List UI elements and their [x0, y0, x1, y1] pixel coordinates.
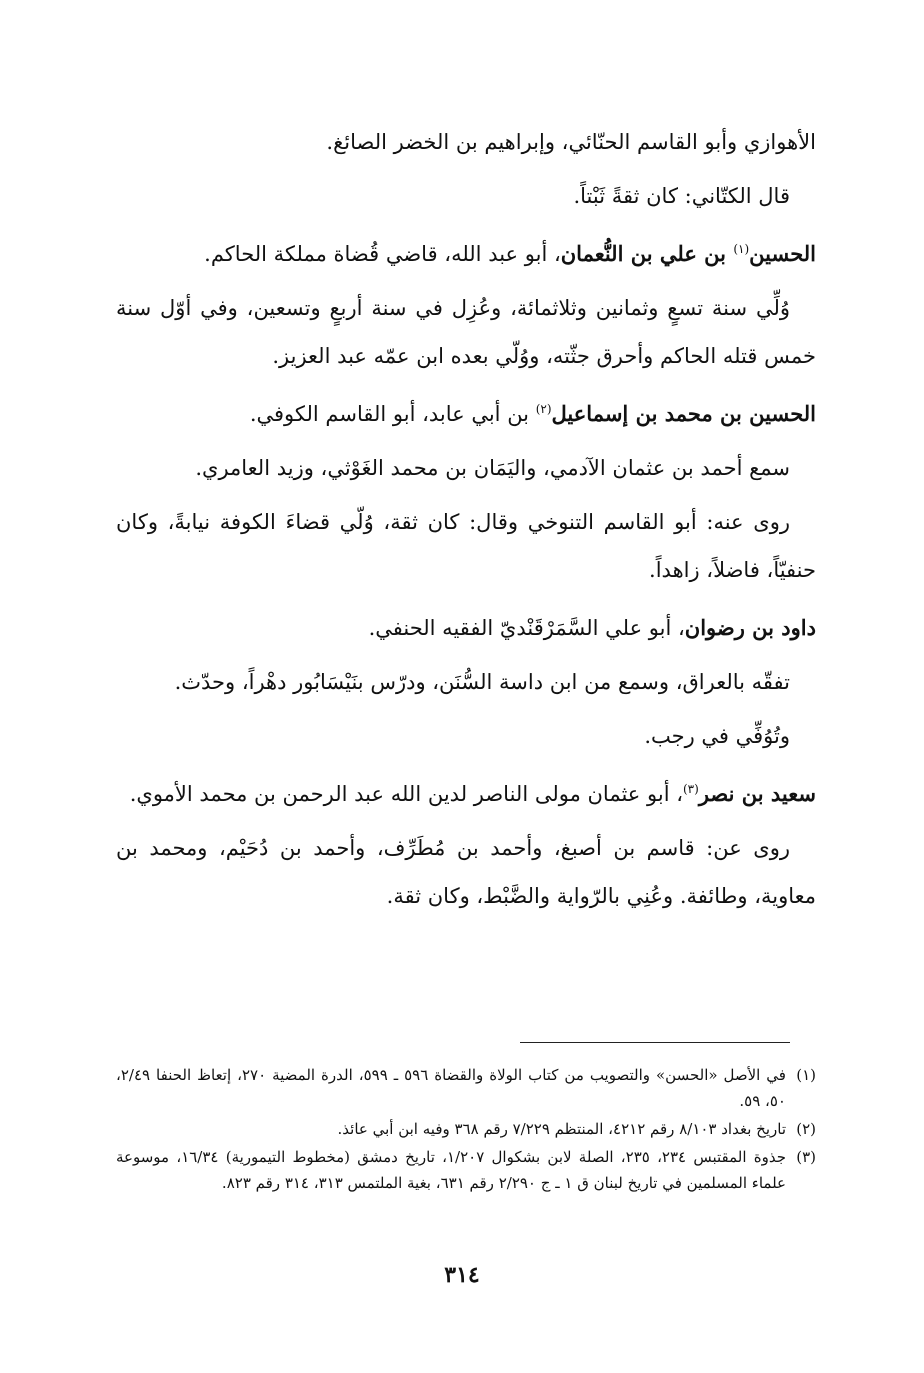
- entry-name: سعيد بن نصر: [698, 781, 816, 806]
- footnote-number: (٢): [796, 1120, 816, 1138]
- entry-text: ، أبو علي السَّمَرْقَنْديّ الفقيه الحنفي.: [368, 616, 685, 640]
- entry-name-rest: بن علي بن النُّعمان: [560, 241, 734, 266]
- footnote-text: جذوة المقتبس ٢٣٤، ٢٣٥، الصلة لابن بشكوال ١/٢٠٧، تاريخ دمشق (مخطوط التيمورية) ١٦/٣٤، موسوعة علماء المسلمين في تاريخ لبنان ق ١ ـ ج ٢/٢٩٠ رقم ٦٣١، بغية الملتمس ٣١٣، ٣١٤ رقم ٨٢٣.: [116, 1148, 787, 1192]
- footnote-divider: [520, 1042, 790, 1043]
- footnote-number: (٣): [796, 1148, 817, 1166]
- footnotes: [116, 1062, 816, 1198]
- paragraph-husayn-tenure: وُلِّي سنة تسعٍ وثمانين وثلاثمائة، وعُزِل في سنة أربعٍ وتسعين، وفي أوّل سنة خمس قتله الحاكم وأحرق جثّته، ووُلّي بعده ابن عمّه عبد العزيز.: [116, 296, 816, 368]
- entry-name: داود بن رضوان: [684, 615, 816, 640]
- biography-entry-said-nasr: [116, 770, 816, 818]
- footnote-text: في الأصل «الحسن» والتصويب من كتاب الولاة والقضاة ٥٩٦ ـ ٥٩٩، الدرة المضية ٢٧٠، إتعاظ الحنفا ٢/٤٩، ٥٠، ٥٩.: [116, 1066, 786, 1110]
- footnote-text: تاريخ بغداد ٨/١٠٣ رقم ٤٢١٢، المنتظم ٧/٢٢٩ رقم ٣٦٨ وفيه ابن أبي عائذ.: [337, 1120, 786, 1138]
- paragraph-dawud-study: تفقّه بالعراق، وسمع من ابن داسة السُّنَن، ودرّس بنَيْسَابُور دهْراً، وحدّث.: [174, 670, 790, 694]
- footnote-number: (١): [796, 1066, 816, 1084]
- footnote-ref-3[interactable]: (٣): [682, 782, 699, 796]
- footnote-ref-1[interactable]: (١): [733, 242, 750, 256]
- paragraph-continuation: الأهوازي وأبو القاسم الحنّائي، وإبراهيم بن الخضر الصائغ.: [326, 130, 816, 154]
- paragraph-husayn-teachers: سمع أحمد بن عثمان الآدمي، واليَمَان بن محمد الغَوْثي، وزيد العامري.: [195, 456, 790, 480]
- footnote-ref-2[interactable]: (٢): [535, 402, 552, 416]
- paragraph-dawud-death: وتُوُفِّي في رجب.: [644, 724, 790, 748]
- paragraph-katani-quote: قال الكتّاني: كان ثقةً ثَبْتاً.: [573, 184, 790, 208]
- paragraph-said-narrations: روى عن: قاسم بن أصبغ، وأحمد بن مُطَرِّف، وأحمد بن دُحَيْم، ومحمد بن معاوية، وطائفة. وعُنِي بالرّواية والضَّبْط، وكان ثقة.: [116, 836, 816, 908]
- footnote-1: [116, 1062, 816, 1114]
- footnote-2: [116, 1116, 816, 1142]
- footnote-3: [116, 1144, 816, 1196]
- biography-entry-dawud-ridwan: [116, 604, 816, 652]
- page-number: ٣١٤: [444, 1262, 480, 1288]
- entry-text: بن أبي عابد، أبو القاسم الكوفي.: [249, 402, 536, 426]
- entry-name: الحسين بن محمد بن إسماعيل: [551, 401, 816, 426]
- entry-name: الحسين: [749, 241, 816, 266]
- entry-text: ، أبو عبد الله، قاضي قُضاة مملكة الحاكم.: [204, 242, 561, 266]
- main-text: [116, 118, 816, 926]
- entry-text: ، أبو عثمان مولى الناصر لدين الله عبد الرحمن بن محمد الأموي.: [129, 782, 683, 806]
- biography-entry-husayn-numan: [116, 230, 816, 278]
- biography-entry-husayn-ismail: [116, 390, 816, 438]
- paragraph-husayn-students: روى عنه: أبو القاسم التنوخي وقال: كان ثقة، وُلّي قضاءَ الكوفة نيابةً، وكان حنفيّاً، فاضلاً، زاهداً.: [116, 510, 816, 582]
